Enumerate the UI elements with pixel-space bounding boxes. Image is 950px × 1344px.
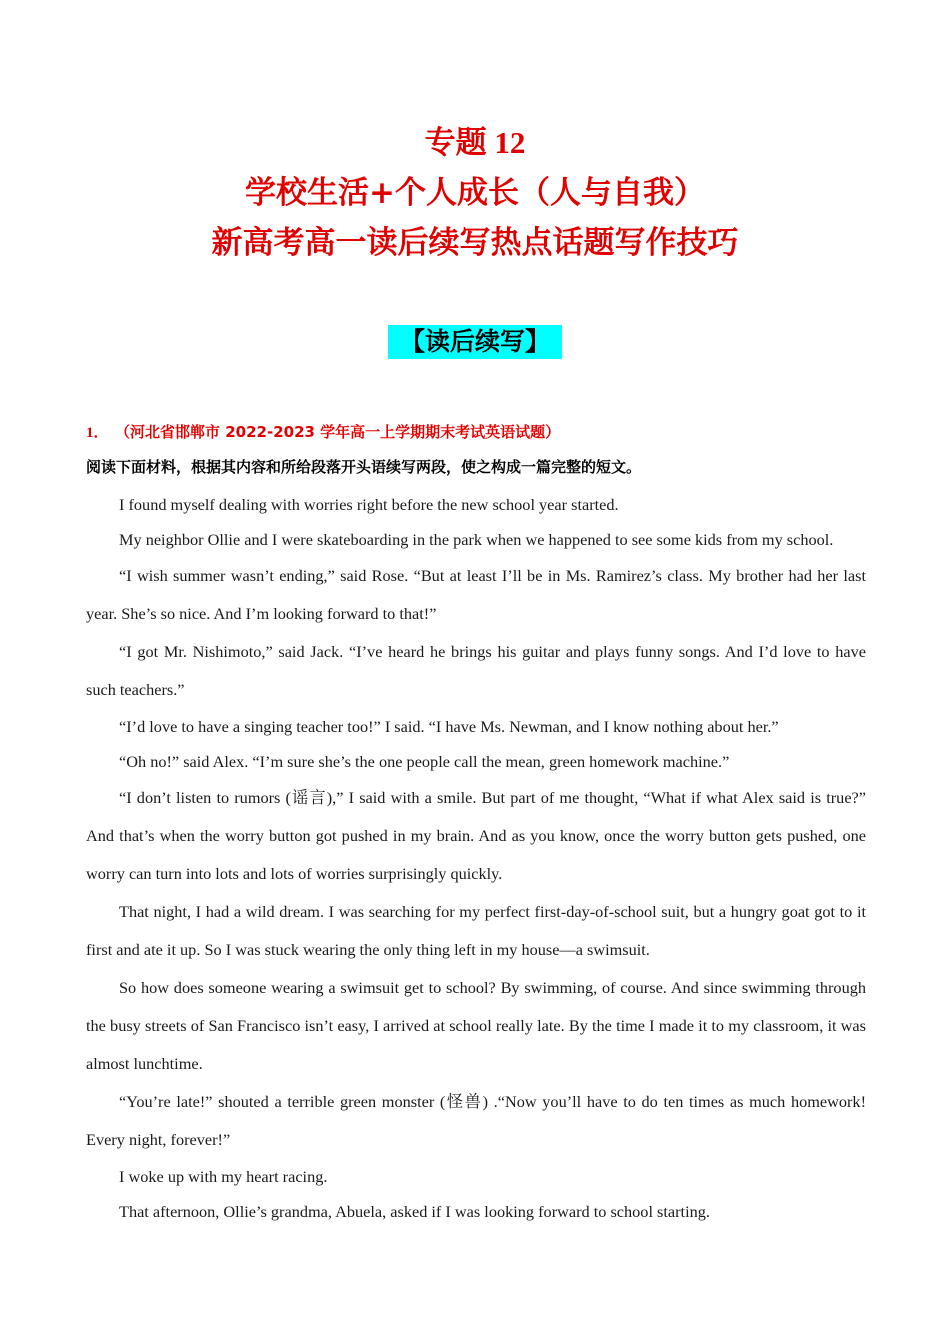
passage-paragraph: “I got Mr. Nishimoto,” said Jack. “I’ve heard he brings his guitar and plays funny songs. And I’d love to have such teachers.” (86, 642, 866, 699)
passage-paragraph: “I’d love to have a singing teacher too!” I said. “I have Ms. Newman, and I know nothing about her.” (119, 717, 779, 736)
passage-paragraph: “You’re late!” shouted a terrible green monster (怪兽) .“Now you’ll have to do ten times as much homework! Every night, forever!” (86, 1092, 866, 1149)
topic-description: 新高考高一读后续写热点话题写作技巧 (211, 225, 739, 261)
passage-paragraph: “I don’t listen to rumors (谣言),” I said with a smile. But part of me thought, “What if what Alex said is true?” And that’s when the worry button got pushed in my brain. And as you know, once the worry button gets pushed, one worry can turn into lots and lots of worries surprisingly quickly. (86, 788, 866, 883)
question-source (86, 421, 560, 442)
passage-paragraph: I found myself dealing with worries right before the new school year started. (119, 495, 619, 514)
topic-number: 专题 12 (424, 125, 526, 160)
passage-paragraph: That afternoon, Ollie’s grandma, Abuela, asked if I was looking forward to school starting. (119, 1202, 710, 1221)
section-heading: 【读后续写】 (388, 325, 562, 359)
reading-passage (86, 487, 866, 1229)
passage-paragraph: My neighbor Ollie and I were skateboarding in the park when we happened to see some kids from my school. (119, 530, 834, 549)
passage-paragraph: I woke up with my heart racing. (119, 1167, 328, 1186)
question-instruction: 阅读下面材料，根据其内容和所给段落开头语续写两段，使之构成一篇完整的短文。 (86, 458, 642, 476)
passage-paragraph: “I wish summer wasn’t ending,” said Rose. “But at least I’ll be in Ms. Ramirez’s class. My brother had her last year. She’s so nice. And I’m looking forward to that!” (86, 566, 866, 623)
passage-paragraph: So how does someone wearing a swimsuit get to school? By swimming, of course. And since swimming through the busy streets of San Francisco isn’t easy, I arrived at school really late. By the time I made it to my classroom, it was almost lunchtime. (86, 978, 866, 1073)
topic-title (0, 118, 950, 268)
topic-subtitle: 学校生活+个人成长（人与自我） (245, 175, 705, 211)
passage-paragraph: That night, I had a wild dream. I was searching for my perfect first-day-of-school suit, but a hungry goat got to it first and ate it up. So I was stuck wearing the only thing left in my house—a swimsuit. (86, 902, 866, 959)
question-number: 1． (86, 425, 109, 441)
question-source-text: （河北省邯郸市 2022-2023 学年高一上学期期末考试英语试题） (122, 423, 561, 441)
passage-paragraph: “Oh no!” said Alex. “I’m sure she’s the one people call the mean, green homework machine.” (119, 752, 730, 771)
